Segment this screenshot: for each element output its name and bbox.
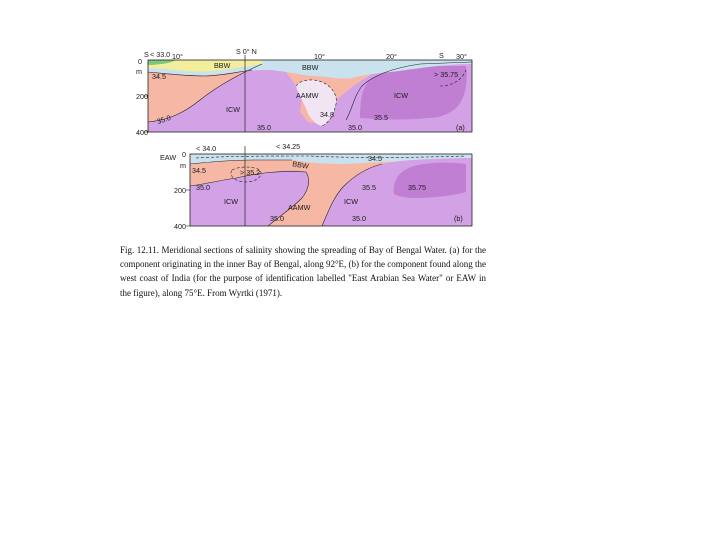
panel-a-contour-label-3575: > 35.75 — [434, 70, 459, 79]
panel-a-contour-label-355: 35.5 — [374, 113, 388, 122]
panel-b-contour-label-350-left: 35.0 — [196, 183, 210, 192]
panel-b-eaw-label: EAW — [160, 153, 177, 162]
panel-a-icw-right: ICW — [394, 91, 408, 100]
panel-a-depth-200: 200 — [136, 92, 148, 101]
panel-b-icw-right-label: ICW — [344, 197, 358, 206]
panel-a-depth-400: 400 — [136, 128, 148, 137]
panel-a-lat-equator: S 0° N — [236, 47, 257, 56]
panel-b-tag: (b) — [454, 214, 463, 223]
panel-a-contour-label-350-right: 35.0 — [348, 123, 362, 132]
panel-a-lat-10n: 10° — [314, 52, 325, 61]
panel-b-depth-0: 0 — [182, 150, 186, 159]
panel-a-contour-label-350-left: 35.0 — [155, 113, 172, 126]
panel-b-depth-200: 200 — [174, 186, 186, 195]
panel-b — [160, 142, 472, 231]
figure-caption: Fig. 12.11. Meridional sections of salinity showing the spreading of Bay of Bengal Water. (a) for the component originating in the inner Bay of Bengal, along 92°E, (b) for the component found along the west coast of India (for the purpose of identification labelled "East Arabian Sea Water" or EAW in the figure), along 75°E. From Wyrtki (1971). — [120, 245, 487, 298]
panel-b-contour-label-350-mid: 35.0 — [270, 214, 284, 223]
panel-a-lat-s: S — [144, 50, 149, 59]
panel-a-lat-20n: 20° — [386, 52, 397, 61]
panel-a-bbw-right: BBW — [302, 63, 319, 72]
panel-b-contour-label-3575: 35.75 — [408, 183, 426, 192]
panel-b-icw-left-label: ICW — [224, 197, 238, 206]
panel-a-lat-s2: S — [439, 51, 444, 60]
panel-b-contour-label-345-left: 34.5 — [192, 166, 206, 175]
panel-a-depth-0: 0 — [138, 57, 142, 66]
panel-b-contour-label-352: > 35.2 — [240, 168, 261, 177]
panel-b-contour-label-340: < 34.0 — [196, 144, 217, 153]
panel-a-contour-label-345: 34.5 — [152, 72, 166, 81]
panel-a-aamw: AAMW — [296, 91, 319, 100]
panel-a-icw-left: ICW — [226, 105, 240, 114]
panel-b-bbw: BBW — [291, 159, 310, 171]
panel-a-lat-10s: 10° — [172, 52, 183, 61]
panel-a-contour-label-348: 34.8 — [320, 110, 334, 119]
panel-a-contour-label-330: < 33.0 — [150, 50, 171, 59]
panel-b-contour-label-345-right: 34.5 — [368, 154, 382, 163]
panel-b-contour-label-350-right: 35.0 — [352, 214, 366, 223]
panel-b-contour-label-3425: < 34.25 — [276, 142, 301, 151]
panel-b-depth-unit: m — [180, 161, 186, 170]
panel-a — [136, 47, 472, 137]
panel-a-tag: (a) — [456, 123, 465, 132]
panel-b-contour-label-355: 35.5 — [362, 183, 376, 192]
panel-b-depth-400: 400 — [174, 222, 186, 231]
panel-a-bbw-left: BBW — [214, 61, 231, 70]
panel-b-aamw: AAMW — [288, 203, 311, 212]
panel-a-contour-label-350-mid: 35.0 — [257, 123, 271, 132]
panel-a-depth-unit: m — [136, 67, 142, 76]
panel-a-lat-30: 30° — [456, 52, 467, 61]
